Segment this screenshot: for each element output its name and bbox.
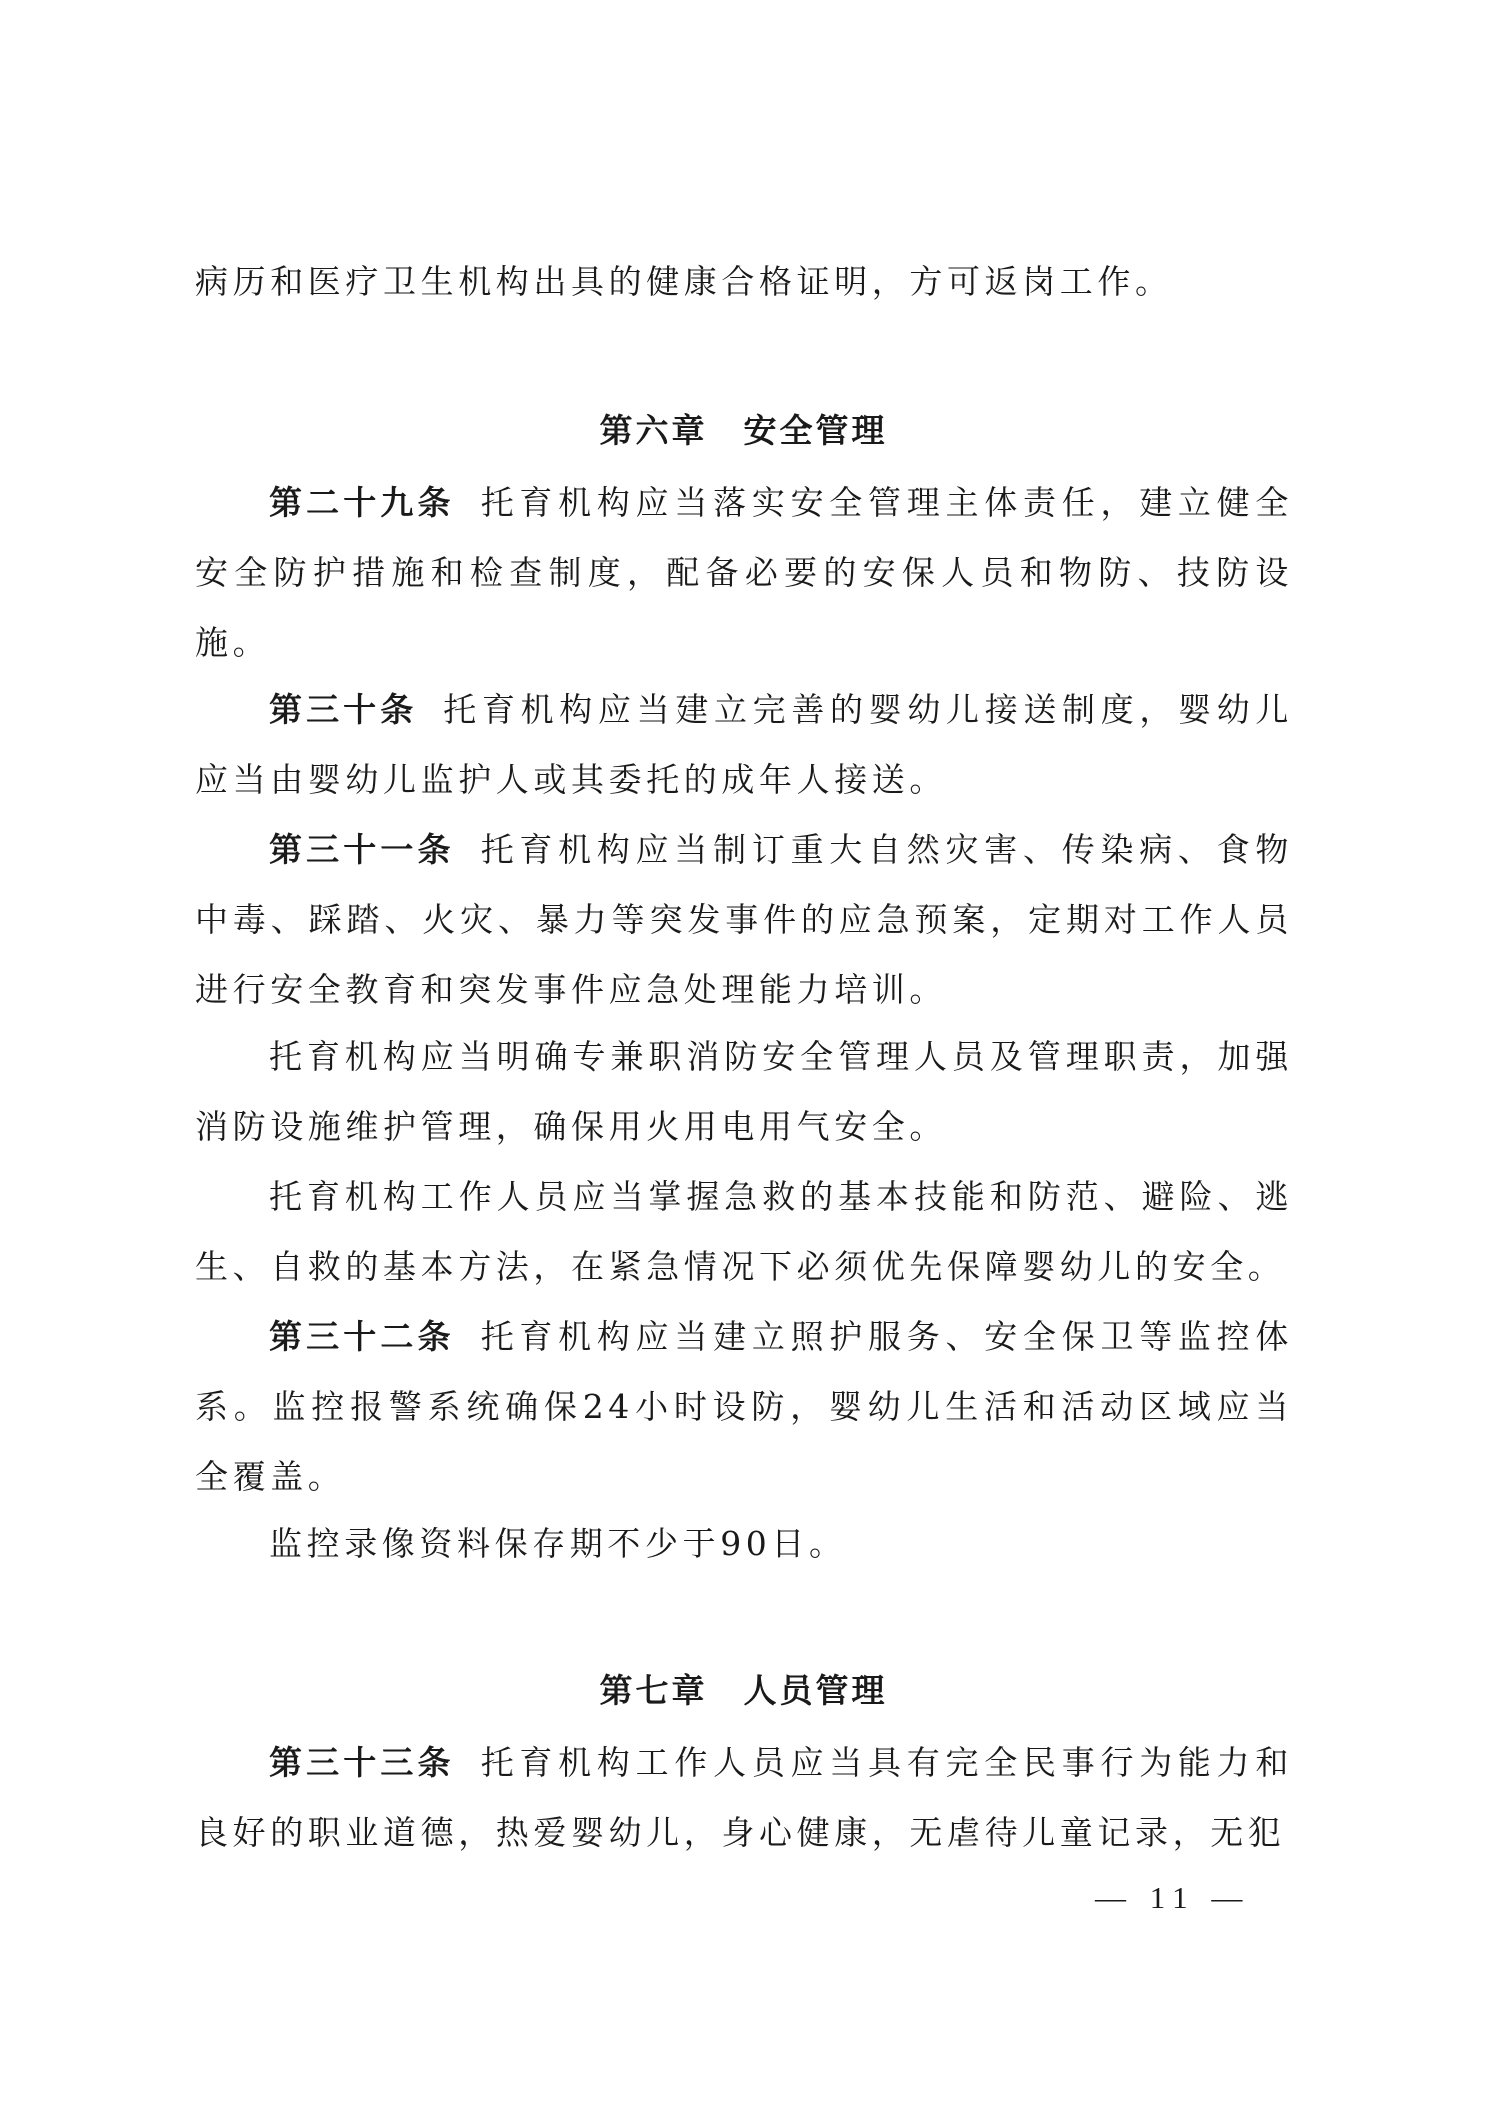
article-30-label: 第三十条	[269, 690, 418, 729]
chapter-heading-6: 第六章 安全管理	[599, 411, 888, 450]
article-31-text: 托育机构应当制订重大自然灾害、传染病、食物中毒、踩踏、火灾、暴力等突发事件的应急预案，定期对工作人员进行安全教育和突发事件应急处理能力培训。	[195, 830, 1293, 1009]
page-number: — 11 —	[1095, 1880, 1251, 1915]
article-29-label: 第二十九条	[269, 483, 455, 522]
article-33	[195, 1728, 1293, 1868]
article-30-text: 托育机构应当建立完善的婴幼儿接送制度，婴幼儿应当由婴幼儿监护人或其委托的成年人接送。	[195, 690, 1294, 799]
article-29	[195, 468, 1293, 678]
article-29-text: 托育机构应当落实安全管理主体责任，建立健全安全防护措施和检查制度，配备必要的安保人员和物防、技防设施。	[195, 483, 1293, 662]
article-31	[195, 815, 1293, 1025]
article-33-text: 托育机构工作人员应当具有完全民事行为能力和良好的职业道德，热爱婴幼儿，身心健康，无虐待儿童记录，无犯	[195, 1743, 1293, 1852]
article-32-text: 托育机构应当建立照护服务、安全保卫等监控体系。监控报警系统确保24小时设防，婴幼儿生活和活动区域应当全覆盖。	[195, 1317, 1293, 1496]
article-32	[195, 1302, 1293, 1512]
article-33-label: 第三十三条	[269, 1743, 455, 1782]
article-32-paragraph-2: 监控录像资料保存期不少于90日。	[269, 1524, 847, 1563]
article-31-paragraph-2: 托育机构应当明确专兼职消防安全管理人员及管理职责，加强消防设施维护管理，确保用火用电用气安全。	[195, 1037, 1293, 1146]
paragraph-continuation: 病历和医疗卫生机构出具的健康合格证明，方可返岗工作。	[195, 262, 1173, 301]
article-30	[195, 675, 1293, 815]
article-31-label: 第三十一条	[269, 830, 455, 869]
chapter-heading-7: 第七章 人员管理	[599, 1671, 888, 1710]
article-32-label: 第三十二条	[269, 1317, 455, 1356]
article-31-paragraph-3: 托育机构工作人员应当掌握急救的基本技能和防范、避险、逃生、自救的基本方法，在紧急情况下必须优先保障婴幼儿的安全。	[195, 1177, 1293, 1286]
